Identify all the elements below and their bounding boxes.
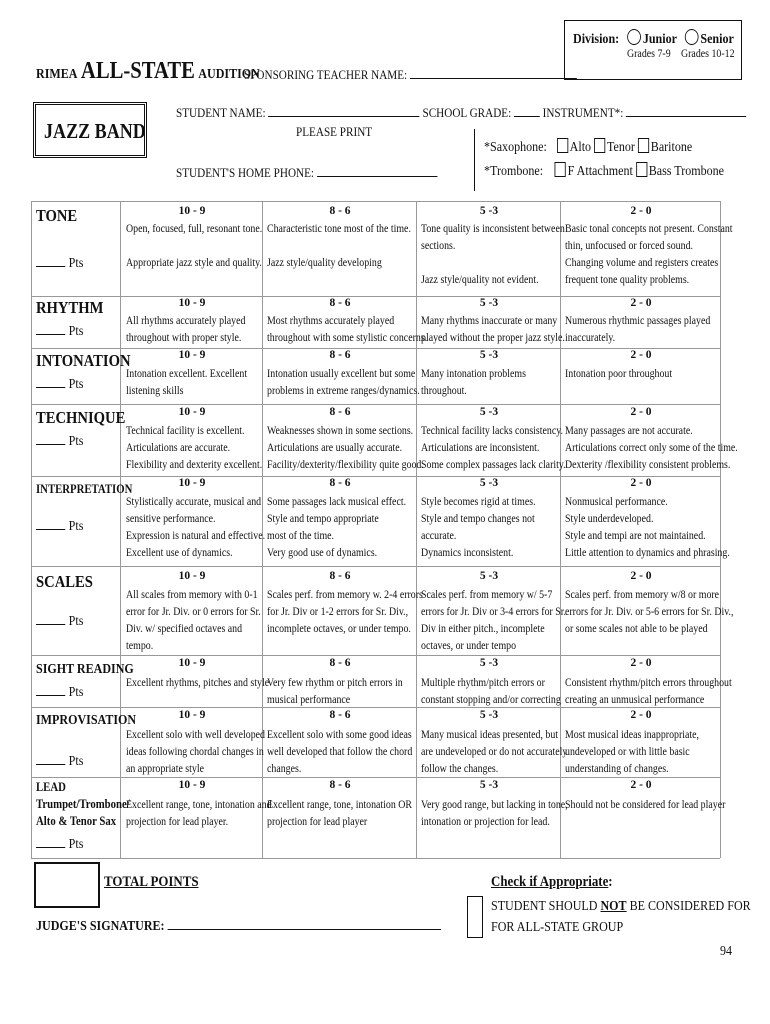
instrument-divider <box>474 129 475 191</box>
not-considered-statement: STUDENT SHOULD NOT BE CONSIDERED FOR FOR ALL-STATE GROUP <box>491 899 751 935</box>
range-label: 5 -3 <box>479 570 499 582</box>
junior-grades: Grades 7-9 <box>627 48 671 60</box>
range-label: 8 - 6 <box>329 779 351 791</box>
range-label: 2 - 0 <box>630 477 652 489</box>
f-attachment-label: F Attachment <box>567 164 633 179</box>
improvisation-pts: Pts <box>36 752 83 770</box>
lead-pts-field[interactable] <box>36 835 65 848</box>
jazz-band-box <box>33 102 147 158</box>
grid-line <box>31 858 720 859</box>
division-label: Division: <box>573 32 620 47</box>
range-label: 5 -3 <box>479 406 499 418</box>
bass-trombone-label: Bass Trombone <box>648 164 725 179</box>
tenor-label: Tenor <box>606 140 635 155</box>
trombone-label: *Trombone: <box>484 164 544 179</box>
range-label: 8 - 6 <box>329 709 351 721</box>
scales-pts: Pts <box>36 612 83 630</box>
range-label: 8 - 6 <box>329 349 351 361</box>
range-label: 2 - 0 <box>630 406 652 418</box>
intonation-pts: Pts <box>36 375 83 393</box>
category-intonation: INTONATION <box>36 351 131 370</box>
senior-grades: Grades 10-12 <box>681 48 735 60</box>
criterion-cell: Intonation poor throughout <box>565 368 673 380</box>
check-label: Check if Appropriate <box>491 874 609 890</box>
criterion-cell: Very good range, but lacking in tone, intonation or projection for lead. <box>421 799 568 828</box>
senior-label: Senior <box>700 32 734 47</box>
total-points-box[interactable] <box>34 862 100 908</box>
range-label: 10 - 9 <box>178 709 206 721</box>
grid-line <box>31 404 720 405</box>
judge-signature-field[interactable] <box>168 917 441 930</box>
category-rhythm: RHYTHM <box>36 298 104 317</box>
technique-pts: Pts <box>36 432 83 450</box>
criterion-cell: Many musical ideas presented, but are undeveloped or do not accurately follow the changes. <box>421 729 568 775</box>
criterion-cell: Many passages are not accurate. Articulations correct only some of the time. Dexterity /flexibility consistent problems. <box>565 425 738 471</box>
rhythm-pts-field[interactable] <box>36 322 65 335</box>
all-state-label: ALL-STATE <box>80 58 195 84</box>
criterion-cell: Technical facility lacks consistency. Articulations are inconsistent. Some complex passages lack clarity. <box>421 425 566 471</box>
criterion-cell: Characteristic tone most of the time. Jazz style/quality developing <box>267 223 411 269</box>
saxophone-row <box>484 138 692 156</box>
range-label: 10 - 9 <box>178 657 206 669</box>
improvisation-pts-field[interactable] <box>36 752 65 765</box>
judge-signature: JUDGE'S SIGNATURE: <box>36 917 441 935</box>
alto-label: Alto <box>569 140 592 155</box>
criterion-cell: Many intonation problems throughout. <box>421 368 526 397</box>
criterion-cell: Basic tonal concepts not present. Constant thin, unfocused or forced sound. Changing volume and registers creates frequent tone quality problems. <box>565 223 733 286</box>
intonation-pts-field[interactable] <box>36 375 65 388</box>
criterion-cell: Scales perf. from memory w. 2-4 errors for Jr. Div or 1-2 errors for Sr. Div., incomplete octaves, or under tempo. <box>267 589 423 635</box>
instrument-field[interactable] <box>626 104 746 117</box>
range-label: 5 -3 <box>479 297 499 309</box>
criterion-cell: Very few rhythm or pitch errors in musical performance <box>267 677 403 706</box>
category-lead: LEAD Trumpet/Trombone/ Alto & Tenor Sax <box>36 780 130 828</box>
junior-label: Junior <box>642 32 677 47</box>
tone-pts: Pts <box>36 254 83 272</box>
grid-line <box>31 655 720 656</box>
f-attachment-checkbox[interactable] <box>555 162 566 177</box>
student-info-line <box>176 104 747 121</box>
range-label: 10 - 9 <box>178 779 206 791</box>
scales-pts-field[interactable] <box>36 612 65 625</box>
range-label: 8 - 6 <box>329 657 351 669</box>
category-sight-reading: SIGHT READING <box>36 662 134 677</box>
range-label: 10 - 9 <box>178 297 206 309</box>
not-considered-checkbox[interactable] <box>467 896 483 938</box>
range-label: 8 - 6 <box>329 297 351 309</box>
range-label: 10 - 9 <box>178 406 206 418</box>
criterion-cell: Excellent range, tone, intonation and projection for lead player. <box>126 799 272 828</box>
criterion-cell: Intonation usually excellent but some problems in extreme ranges/dynamics. <box>267 368 420 397</box>
school-grade-field[interactable] <box>514 104 540 117</box>
grid-line <box>120 201 121 858</box>
category-technique: TECHNIQUE <box>36 408 126 427</box>
category-improvisation: IMPROVISATION <box>36 713 137 728</box>
range-label: 2 - 0 <box>630 657 652 669</box>
criterion-cell: Excellent solo with some good ideas well developed that follow the chord changes. <box>267 729 413 775</box>
criterion-cell: Most rhythms accurately played throughout with some stylistic concerns. <box>267 315 428 344</box>
ensemble-title: JAZZ BAND <box>44 119 146 143</box>
range-label: 5 -3 <box>479 205 499 217</box>
range-label: 5 -3 <box>479 709 499 721</box>
criterion-cell: All scales from memory with 0-1 error for Jr. Div. or 0 errors for Sr. Div. w/ specified octaves and tempo. <box>126 589 261 652</box>
audition-title <box>36 58 260 85</box>
criterion-cell: Excellent range, tone, intonation OR projection for lead player <box>267 799 413 828</box>
grid-line <box>31 201 720 202</box>
criterion-cell: Scales perf. from memory w/ 5-7 errors for Jr. Div or 3-4 errors for Sr. Div in either pitch., incomplete octaves, or under tempo <box>421 589 567 652</box>
judge-signature-label: JUDGE'S SIGNATURE <box>36 919 161 934</box>
range-label: 10 - 9 <box>178 477 206 489</box>
criterion-cell: Some passages lack musical effect. Style and tempo appropriate most of the time. Very good use of dynamics. <box>267 496 407 559</box>
criterion-cell: Style becomes rigid at times. Style and tempo changes not accurate. Dynamics inconsistent. <box>421 496 536 559</box>
criterion-cell: Nonmusical performance. Style underdeveloped. Style and tempi are not maintained. Little attention to dynamics and phrasing. <box>565 496 730 559</box>
interpretation-pts-field[interactable] <box>36 517 65 530</box>
school-grade-label: SCHOOL GRADE: <box>422 105 512 120</box>
range-label: 5 -3 <box>479 657 499 669</box>
student-name-label: STUDENT NAME: <box>176 105 266 120</box>
criterion-cell: Weaknesses shown in some sections. Articulations are usually accurate. Facility/dexterity/flexibility quite good. <box>267 425 424 471</box>
baritone-label: Baritone <box>650 140 693 155</box>
range-label: 2 - 0 <box>630 349 652 361</box>
junior-radio[interactable] <box>627 29 641 45</box>
sight-reading-pts: Pts <box>36 683 83 701</box>
bass-trombone-checkbox[interactable] <box>636 162 647 177</box>
range-label: 10 - 9 <box>178 570 206 582</box>
lead-pts: Pts <box>36 835 83 853</box>
criterion-cell: Should not be considered for lead player <box>565 799 726 811</box>
range-label: 2 - 0 <box>630 570 652 582</box>
sax-label: *Saxophone: <box>484 140 547 155</box>
org-name: RIMEA <box>36 67 78 82</box>
senior-radio[interactable] <box>685 29 699 45</box>
range-label: 2 - 0 <box>630 297 652 309</box>
technique-pts-field[interactable] <box>36 432 65 445</box>
criterion-cell: Intonation excellent. Excellent listening skills <box>126 368 248 397</box>
criterion-cell: Open, focused, full, resonant tone. Appropriate jazz style and quality. <box>126 223 263 269</box>
grid-line <box>31 201 32 858</box>
sponsoring-teacher-field[interactable] <box>410 66 577 79</box>
range-label: 5 -3 <box>479 477 499 489</box>
grid-line <box>416 201 417 858</box>
page-number: 94 <box>720 944 733 959</box>
alto-checkbox[interactable] <box>557 138 568 153</box>
instrument-label: INSTRUMENT*: <box>542 105 624 120</box>
range-label: 8 - 6 <box>329 205 351 217</box>
division-box <box>564 20 742 80</box>
range-label: 5 -3 <box>479 779 499 791</box>
criterion-cell: Consistent rhythm/pitch errors throughout creating an unmusical performance <box>565 677 732 706</box>
sponsoring-label: SPONSORING TEACHER NAME: <box>244 67 408 82</box>
range-label: 2 - 0 <box>630 709 652 721</box>
home-phone-field[interactable] <box>317 164 437 177</box>
range-label: 5 -3 <box>479 349 499 361</box>
student-name-field[interactable] <box>268 104 419 117</box>
category-tone: TONE <box>36 206 78 225</box>
trombone-row <box>484 162 724 180</box>
range-label: 10 - 9 <box>178 205 206 217</box>
total-points-label: TOTAL POINTS <box>104 874 199 890</box>
range-label: 10 - 9 <box>178 349 206 361</box>
rhythm-pts: Pts <box>36 322 83 340</box>
baritone-checkbox[interactable] <box>638 138 649 153</box>
criterion-cell: Technical facility is excellent. Articulations are accurate. Flexibility and dexterity excellent. <box>126 425 263 471</box>
sight-reading-pts-field[interactable] <box>36 683 65 696</box>
range-label: 2 - 0 <box>630 779 652 791</box>
category-interpretation: INTERPRETATION <box>36 482 133 496</box>
interpretation-pts: Pts <box>36 517 83 535</box>
criterion-cell: Multiple rhythm/pitch errors or constant stopping and/or correcting <box>421 677 561 706</box>
tone-pts-field[interactable] <box>36 254 65 267</box>
criterion-cell: Scales perf. from memory w/8 or more errors for Jr. Div. or 5-6 errors for Sr. Div., or some scales not able to be played <box>565 589 734 635</box>
criterion-cell: Many rhythms inaccurate or many played without the proper jazz style. <box>421 315 565 344</box>
home-phone-label: STUDENT'S HOME PHONE: <box>176 165 315 180</box>
check-if-appropriate: Check if Appropriate: <box>491 874 613 890</box>
range-label: 8 - 6 <box>329 477 351 489</box>
criterion-cell: All rhythms accurately played throughout with proper style. <box>126 315 246 344</box>
sponsoring-teacher <box>244 66 577 83</box>
criterion-cell: Excellent solo with well developed ideas following chordal changes in an appropriate style <box>126 729 265 775</box>
grid-line <box>31 566 720 567</box>
category-scales: SCALES <box>36 572 93 591</box>
range-label: 8 - 6 <box>329 406 351 418</box>
criterion-cell: Tone quality is inconsistent between sections. Jazz style/quality not evident. <box>421 223 565 286</box>
please-print: PLEASE PRINT <box>296 124 373 139</box>
range-label: 8 - 6 <box>329 570 351 582</box>
criterion-cell: Excellent rhythms, pitches and style <box>126 677 270 689</box>
tenor-checkbox[interactable] <box>594 138 605 153</box>
criterion-cell: Numerous rhythmic passages played inaccurately. <box>565 315 711 344</box>
criterion-cell: Most musical ideas inappropriate, undeveloped or with little basic understanding of changes. <box>565 729 700 775</box>
audition-label: AUDITION <box>198 67 260 82</box>
range-label: 2 - 0 <box>630 205 652 217</box>
criterion-cell: Stylistically accurate, musical and sensitive performance. Expression is natural and effective. Excellent use of dynamics. <box>126 496 266 559</box>
home-phone <box>176 164 437 181</box>
